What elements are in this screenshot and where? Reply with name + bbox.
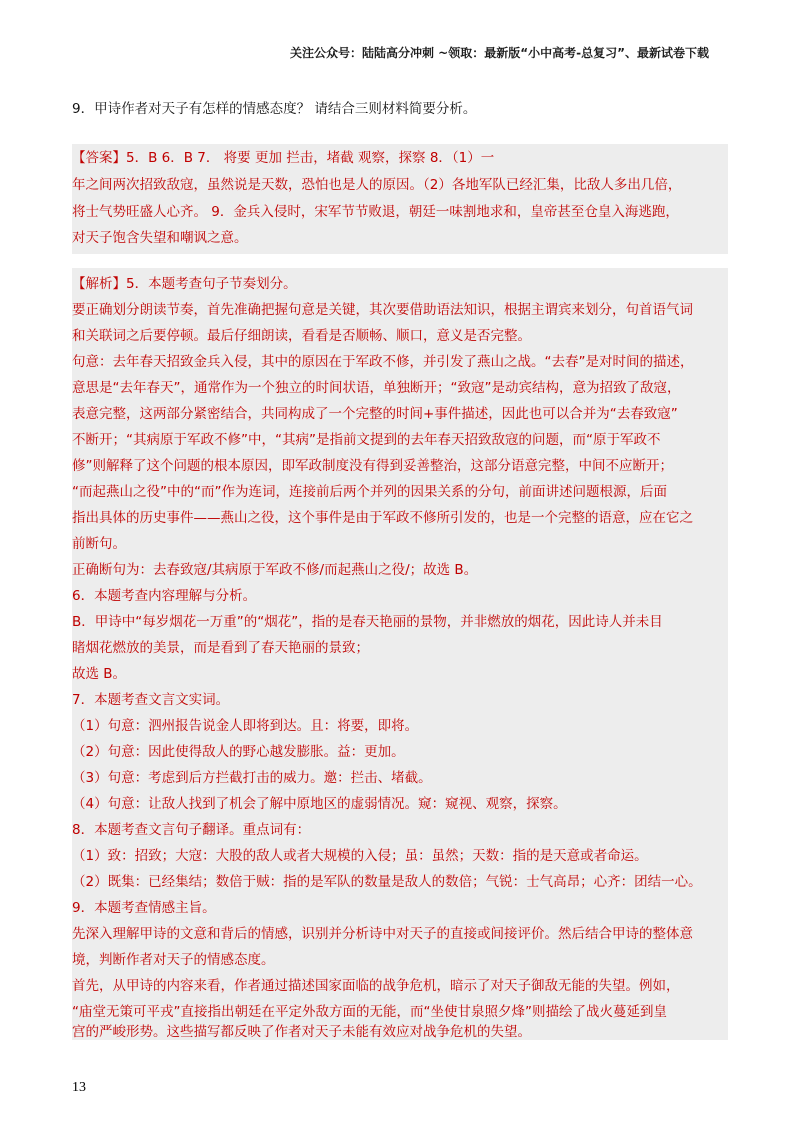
analysis-line: （1）句意：泗州报告说金人即将到达。且：将要，即将。 <box>72 718 419 734</box>
analysis-line: 7．本题考查文言文实词。 <box>72 692 230 708</box>
analysis-line: 表意完整，这两部分紧密结合，共同构成了一个完整的时间+事件描述，因此也可以合并为“去春致寇” <box>72 406 678 422</box>
answer-line: 将士气势旺盛人心齐。 9．金兵入侵时，宋军节节败退，朝廷一味割地求和，皇帝甚至仓皇入海逃跑， <box>72 204 679 220</box>
analysis-line: 宫的严峻形势。这些描写都反映了作者对天子未能有效应对战争危机的失望。 <box>72 1024 531 1040</box>
analysis-line: （3）句意：考虑到后方拦截打击的威力。邀：拦击、堵截。 <box>72 770 432 786</box>
analysis-line: 修”则解释了这个问题的根本原因，即军政制度没有得到妥善整治，这部分语意完整，中间不应断开； <box>72 458 673 474</box>
answer-line: 对天子饱含失望和嘲讽之意。 <box>72 230 248 246</box>
question-9: 9．甲诗作者对天子有怎样的情感态度？ 请结合三则材料简要分析。 <box>72 101 477 117</box>
analysis-line: 境，判断作者对天子的情感态度。 <box>72 952 275 968</box>
analysis-line: 首先，从甲诗的内容来看，作者通过描述国家面临的战争危机，暗示了对天子御敌无能的失望。例如， <box>72 978 680 994</box>
analysis-line: 前断句。 <box>72 536 126 552</box>
answer-line: 年之间两次招致敌寇，虽然说是天数，恐怕也是人的原因。（2）各地军队已经汇集，比敌人多出几倍， <box>72 177 682 193</box>
analysis-line: 指出具体的历史事件——燕山之役，这个事件是由于军政不修所引发的，也是一个完整的语意，应在它之 <box>72 510 693 526</box>
analysis-line: 9．本题考查情感主旨。 <box>72 900 216 916</box>
analysis-line: 和关联词之后要停顿。最后仔细朗读，看看是否顺畅、顺口，意义是否完整。 <box>72 328 531 344</box>
analysis-line: （4）句意：让敌人找到了机会了解中原地区的虚弱情况。窥：窥视、观察，探察。 <box>72 796 567 812</box>
page-number: 13 <box>72 1080 86 1095</box>
analysis-line: 故选 B。 <box>72 666 127 682</box>
analysis-line: 意思是“去年春天”，通常作为一个独立的时间状语，单独断开；“致寇”是动宾结构，意为招致了敌寇， <box>72 380 681 396</box>
page-header: 关注公众号：陆陆高分冲刺 ~领取：最新版“小中高考-总复习”、最新试卷下载 <box>290 46 709 60</box>
analysis-line: （2）既集：已经集结；数倍于贼：指的是军队的数量是敌人的数倍；气锐：士气高昂；心齐：团结一心。 <box>72 874 702 890</box>
analysis-line: 6．本题考查内容理解与分析。 <box>72 588 257 604</box>
analysis-line: B．甲诗中“每岁烟花一万重”的“烟花”，指的是春天艳丽的景物，并非燃放的烟花，因此诗人并未目 <box>72 614 663 630</box>
answer-line: 【答案】5．B 6．B 7． 将要 更加 拦击，堵截 观察，探察 8．（1）一 <box>72 150 495 166</box>
analysis-line: 句意：去年春天招致金兵入侵，其中的原因在于军政不修，并引发了燕山之战。“去春”是对时间的描述， <box>72 354 694 370</box>
analysis-line: 8．本题考查文言句子翻译。重点词有： <box>72 822 311 838</box>
analysis-line: 要正确划分朗读节奏，首先准确把握句意是关键，其次要借助语法知识，根据主谓宾来划分，句首语气词 <box>72 302 693 318</box>
analysis-line: （1）致：招致；大寇：大股的敌人或者大规模的入侵；虽：虽然；天数：指的是天意或者命运。 <box>72 848 648 864</box>
analysis-line: 【解析】5．本题考查句子节奏划分。 <box>72 276 297 292</box>
analysis-line: 正确断句为：去春致寇/其病原于军政不修/而起燕山之役/；故选 B。 <box>72 562 478 578</box>
analysis-line: 先深入理解甲诗的文意和背后的情感，识别并分析诗中对天子的直接或间接评价。然后结合甲诗的整体意 <box>72 926 693 942</box>
analysis-line: “庙堂无策可平戎”直接指出朝廷在平定外敌方面的无能，而“坐使甘泉照夕烽”则描绘了战火蔓延到皇 <box>72 1004 667 1020</box>
analysis-line: “而起燕山之役”中的“而”作为连词，连接前后两个并列的因果关系的分句，前面讲述问题根源，后面 <box>72 484 667 500</box>
analysis-line: 睹烟花燃放的美景，而是看到了春天艳丽的景致； <box>72 640 369 656</box>
analysis-line: 不断开；“其病原于军政不修”中，“其病”是指前文提到的去年春天招致敌寇的问题，而“原于军政不 <box>72 432 661 448</box>
analysis-line: （2）句意：因此使得敌人的野心越发膨胀。益：更加。 <box>72 744 405 760</box>
